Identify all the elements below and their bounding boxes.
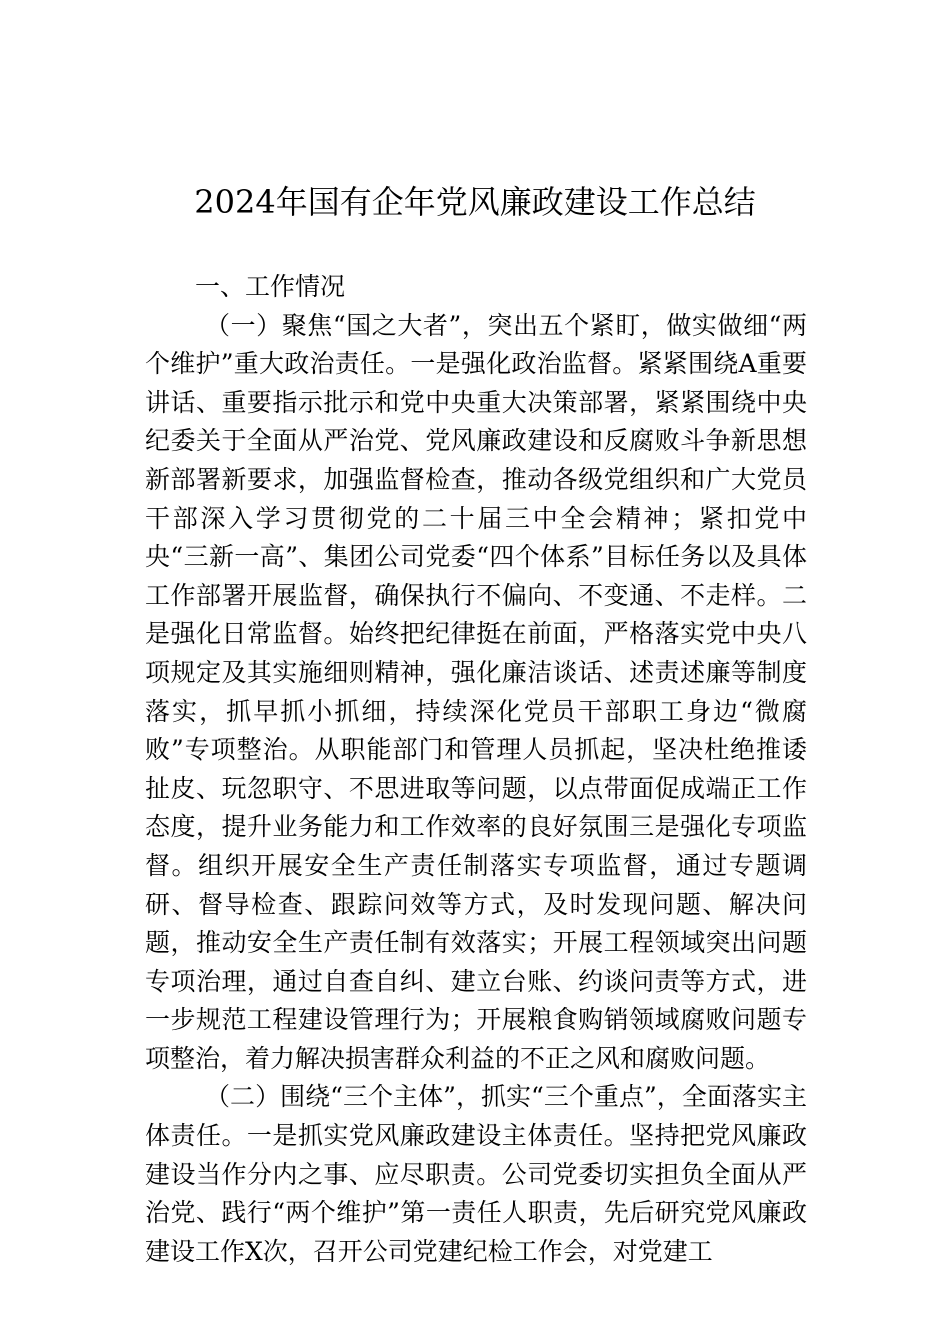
document-body (145, 268, 807, 1271)
document-title: 2024年国有企年党风廉政建设工作总结 (194, 183, 756, 221)
paragraph-2: （二）围绕“三个主体”，抓实“三个重点”，全面落实主体责任。一是抓实党风廉政建设主体责任。坚持把党风廉政建设当作分内之事、应尽职责。公司党委切实担负全面从严治党、践行“两个维护”第一责任人职责，先后研究党风廉政建设工作X次，召开公司党建纪检工作会，对党建工 (145, 1082, 807, 1266)
section-heading: 一、工作情况 (195, 272, 346, 301)
paragraph-1: （一）聚焦“国之大者”，突出五个紧盯，做实做细“两个维护”重大政治责任。一是强化政治监督。紧紧围绕A重要讲话、重要指示批示和党中央重大决策部署，紧紧围绕中央纪委关于全面从严治党、党风廉政建设和反腐败斗争新思想新部署新要求，加强监督检查，推动各级党组织和广大党员干部深入学习贯彻党的二十届三中全会精神；紧扣党中央“三新一高”、集团公司党委“四个体系”目标任务以及具体工作部署开展监督，确保执行不偏向、不变通、不走样。二是强化日常监督。始终把纪律挺在前面，严格落实党中央八项规定及其实施细则精神，强化廉洁谈话、述责述廉等制度落实，抓早抓小抓细，持续深化党员干部职工身边“微腐败”专项整治。从职能部门和管理人员抓起，坚决杜绝推诿扯皮、玩忽职守、不思进取等问题，以点带面促成端正工作态度，提升业务能力和工作效率的良好氛围三是强化专项监督。组织开展安全生产责任制落实专项监督，通过专题调研、督导检查、跟踪问效等方式，及时发现问题、解决问题，推动安全生产责任制有效落实；开展工程领域突出问题专项治理，通过自查自纠、建立台账、约谈问责等方式，进一步规范工程建设管理行为；开展粮食购销领域腐败问题专项整治，着力解决损害群众利益的不正之风和腐败问题。 (145, 310, 807, 1073)
